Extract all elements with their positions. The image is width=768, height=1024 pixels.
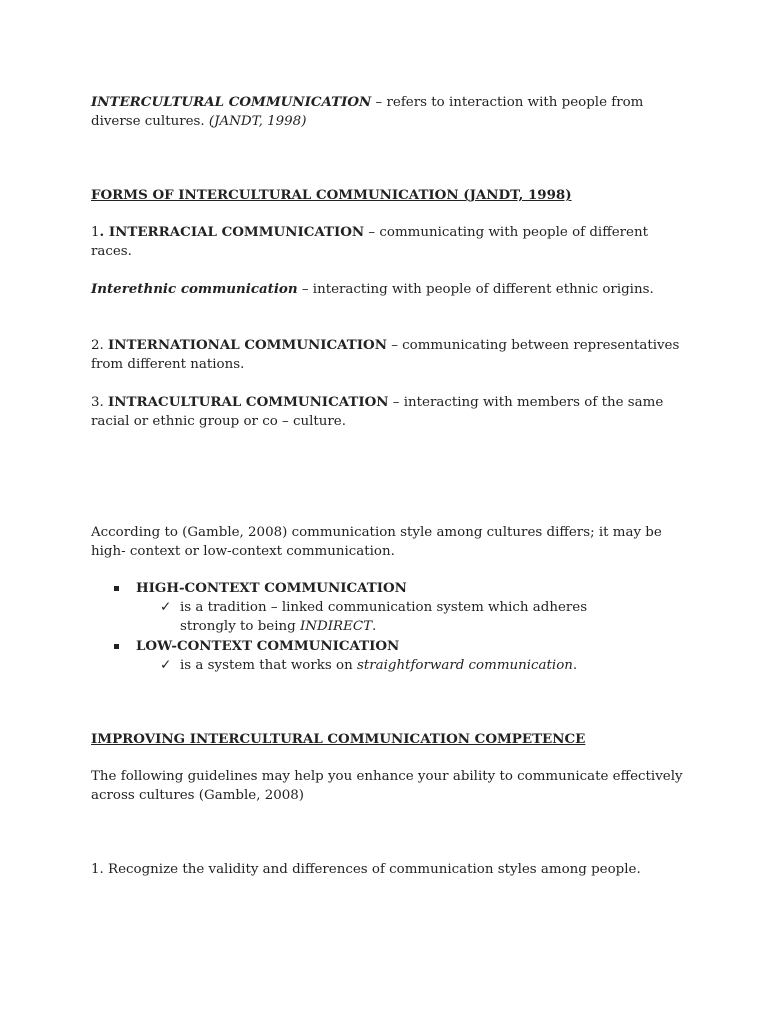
form-item-term: Interethnic communication (91, 281, 298, 297)
low-context-emphasis: straightforward communication (356, 658, 573, 673)
form-item-number: 1 (91, 225, 100, 240)
intro-term: INTERCULTURAL COMMUNICATION (91, 94, 372, 110)
form-item-number: 2 (91, 338, 100, 353)
square-bullet-icon (114, 644, 119, 649)
low-context-period: . (572, 658, 578, 673)
high-context-emphasis: INDIRECT (299, 619, 373, 634)
form-item-separator: . (99, 338, 109, 353)
form-item-text: – interacting with members of the same racial or ethnic group or co – culture. (91, 395, 664, 429)
intro-citation: (JANDT, 1998) (208, 114, 307, 129)
low-context-label: LOW-CONTEXT COMMUNICATION (136, 638, 400, 654)
low-context-text: is a system that works on (180, 658, 357, 673)
high-context-label: HIGH-CONTEXT COMMUNICATION (136, 580, 407, 596)
form-item-separator: . (99, 395, 109, 410)
form-item-interracial (91, 223, 686, 261)
form-item-interethnic (91, 280, 686, 299)
form-item-term: INTRACULTURAL COMMUNICATION (108, 394, 389, 410)
high-context-line-2 (180, 617, 376, 636)
form-item-number: 3 (91, 395, 100, 410)
competence-intro: The following guidelines may help you enhance your ability to communicate effectively across cultures (Gamble, 2008) (91, 769, 683, 803)
high-context-line-1: is a tradition – linked communication system which adheres (180, 600, 588, 615)
checkmark-icon: ✓ (160, 658, 172, 673)
form-item-text: – communicating with people of different races. (91, 225, 648, 259)
high-context-line-2-text: strongly to being (180, 619, 300, 634)
forms-heading: FORMS OF INTERCULTURAL COMMUNICATION (JANDT, 1998) (91, 187, 572, 203)
form-item-text: – interacting with people of different ethnic origins. (297, 282, 654, 297)
high-context-description (160, 598, 660, 617)
square-bullet-icon (114, 586, 119, 591)
form-item-text: – communicating between representatives from different nations. (91, 338, 680, 372)
form-item-term: INTERRACIAL COMMUNICATION (108, 224, 365, 240)
intro-paragraph (91, 93, 686, 131)
form-item-intracultural (91, 393, 686, 431)
low-context-description (160, 656, 660, 675)
checkmark-icon: ✓ (160, 600, 172, 615)
form-item-separator: . (99, 224, 109, 240)
form-item-term: INTERNATIONAL COMMUNICATION (108, 337, 387, 353)
guideline-1: 1. Recognize the validity and differences of communication styles among people. (91, 862, 641, 877)
form-item-international (91, 336, 686, 374)
intro-definition: refers to interaction with people from diverse cultures. (91, 95, 644, 129)
intro-dash: – (371, 95, 387, 110)
competence-heading: IMPROVING INTERCULTURAL COMMUNICATION COMPETENCE (91, 731, 586, 747)
styles-intro: According to (Gamble, 2008) communication style among cultures differs; it may be high- context or low-context communication. (91, 525, 662, 559)
high-context-period: . (372, 619, 377, 634)
